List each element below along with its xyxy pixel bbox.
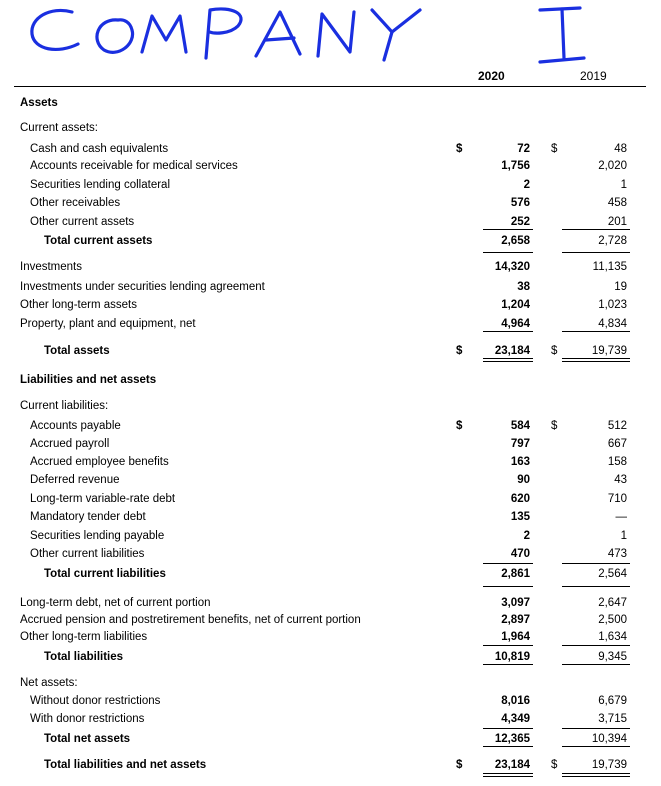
- value-2020: 2,897: [501, 614, 530, 626]
- value-2019: 458: [607, 197, 627, 209]
- total-rule: [483, 776, 533, 777]
- value-2020: 2: [523, 179, 530, 191]
- total-rule: [483, 586, 533, 587]
- table-row: [0, 597, 661, 613]
- row-label: Deferred revenue: [30, 474, 120, 486]
- total-rule: [562, 361, 630, 362]
- total-rule: [562, 773, 630, 774]
- currency-symbol-2020: $: [456, 143, 463, 155]
- table-row: [0, 143, 661, 159]
- row-label: Other current liabilities: [30, 548, 145, 560]
- row-label: Investments: [20, 261, 82, 273]
- column-header-2020: 2020: [478, 69, 505, 83]
- handwritten-title: [0, 0, 661, 70]
- total-rule: [562, 664, 630, 665]
- value-2019: 6,679: [598, 695, 627, 707]
- table-row: [0, 400, 661, 416]
- row-label: Accounts payable: [30, 420, 121, 432]
- table-row: [0, 511, 661, 527]
- handwritten-title-text: COMPANY 1: [0, 0, 6, 1]
- row-label: Accounts receivable for medical services: [30, 160, 238, 172]
- row-label: Accrued payroll: [30, 438, 110, 450]
- row-label: Assets: [20, 97, 58, 109]
- row-label: Current assets:: [20, 122, 98, 134]
- total-rule: [562, 728, 630, 729]
- table-row: [0, 530, 661, 546]
- value-2020: 3,097: [501, 597, 530, 609]
- value-2019: 473: [607, 548, 627, 560]
- table-row: [0, 160, 661, 176]
- currency-symbol-2019: $: [551, 420, 558, 432]
- table-row: [0, 374, 661, 390]
- table-row: [0, 281, 661, 297]
- table-row: [0, 456, 661, 472]
- total-rule: [483, 728, 533, 729]
- row-label: Current liabilities:: [20, 400, 109, 412]
- currency-symbol-2020: $: [456, 759, 463, 771]
- table-row: [0, 197, 661, 213]
- total-rule: [562, 331, 630, 332]
- value-2020: 620: [510, 493, 530, 505]
- row-label: Accrued employee benefits: [30, 456, 169, 468]
- value-2020: 797: [510, 438, 530, 450]
- table-row: [0, 261, 661, 277]
- value-2020: 4,349: [501, 713, 530, 725]
- value-2019: 4,834: [598, 318, 627, 330]
- row-label: Total liabilities and net assets: [44, 759, 207, 771]
- total-rule: [483, 773, 533, 774]
- value-2019: —: [615, 511, 627, 523]
- row-label: Other receivables: [30, 197, 121, 209]
- table-row: [0, 713, 661, 729]
- row-label: Total assets: [44, 345, 110, 357]
- row-label: Mandatory tender debt: [30, 511, 146, 523]
- total-rule: [562, 776, 630, 777]
- value-2020: 8,016: [501, 695, 530, 707]
- value-2020: 1,964: [501, 631, 530, 643]
- row-label: Securities lending payable: [30, 530, 165, 542]
- value-2019: 19,739: [591, 345, 627, 357]
- table-row: [0, 122, 661, 138]
- column-header-2019: 2019: [580, 69, 607, 83]
- table-row: [0, 568, 661, 584]
- table-row: [0, 420, 661, 436]
- currency-symbol-2019: $: [551, 143, 558, 155]
- row-label: Other current assets: [30, 216, 135, 228]
- currency-symbol-2019: $: [551, 345, 558, 357]
- row-label: Long-term debt, net of current portion: [20, 597, 211, 609]
- value-2019: 512: [607, 420, 627, 432]
- value-2019: 19,739: [591, 759, 627, 771]
- value-2020: 14,320: [494, 261, 530, 273]
- total-rule: [562, 252, 630, 253]
- value-2020: 4,964: [501, 318, 530, 330]
- value-2019: 2,564: [598, 568, 627, 580]
- value-2020: 12,365: [494, 733, 530, 745]
- row-label: Net assets:: [20, 677, 78, 689]
- value-2019: 158: [607, 456, 627, 468]
- value-2020: 2: [523, 530, 530, 542]
- total-rule: [483, 229, 533, 230]
- total-rule: [562, 586, 630, 587]
- value-2019: 2,500: [598, 614, 627, 626]
- value-2019: 2,647: [598, 597, 627, 609]
- value-2019: 667: [607, 438, 627, 450]
- value-2020: 23,184: [494, 345, 530, 357]
- table-row: [0, 614, 661, 630]
- total-rule: [562, 563, 630, 564]
- table-row: [0, 179, 661, 195]
- value-2020: 1,204: [501, 299, 530, 311]
- value-2019: 48: [614, 143, 627, 155]
- total-rule: [562, 358, 630, 359]
- table-row: [0, 299, 661, 315]
- value-2019: 43: [614, 474, 627, 486]
- table-row: [0, 548, 661, 564]
- value-2020: 1,756: [501, 160, 530, 172]
- total-rule: [562, 645, 630, 646]
- currency-symbol-2020: $: [456, 420, 463, 432]
- value-2020: 10,819: [494, 651, 530, 663]
- total-rule: [562, 229, 630, 230]
- row-label: Total liabilities: [44, 651, 124, 663]
- value-2020: 584: [510, 420, 530, 432]
- row-label: Cash and cash equivalents: [30, 143, 169, 155]
- table-row: [0, 235, 661, 251]
- value-2020: 2,658: [501, 235, 530, 247]
- total-rule: [483, 358, 533, 359]
- value-2019: 1: [620, 179, 627, 191]
- value-2019: 11,135: [592, 261, 627, 273]
- value-2019: 9,345: [598, 651, 627, 663]
- table-row: [0, 695, 661, 711]
- row-label: Property, plant and equipment, net: [20, 318, 196, 330]
- value-2020: 576: [510, 197, 530, 209]
- total-rule: [483, 331, 533, 332]
- value-2020: 252: [510, 216, 530, 228]
- value-2019: 2,728: [598, 235, 627, 247]
- row-label: Accrued pension and postretirement benefits, net of current portion: [20, 614, 361, 626]
- value-2020: 90: [517, 474, 530, 486]
- value-2020: 163: [510, 456, 530, 468]
- value-2020: 23,184: [494, 759, 530, 771]
- row-label: Securities lending collateral: [30, 179, 170, 191]
- total-rule: [483, 563, 533, 564]
- currency-symbol-2020: $: [456, 345, 463, 357]
- total-rule: [483, 664, 533, 665]
- value-2019: 10,394: [591, 733, 627, 745]
- row-label: With donor restrictions: [30, 713, 145, 725]
- currency-symbol-2019: $: [551, 759, 558, 771]
- row-label: Investments under securities lending agreement: [20, 281, 265, 293]
- row-label: Total current assets: [44, 235, 153, 247]
- table-row: [0, 438, 661, 454]
- total-rule: [483, 252, 533, 253]
- value-2019: 1: [620, 530, 627, 542]
- value-2019: 3,715: [598, 713, 627, 725]
- row-label: Other long-term assets: [20, 299, 137, 311]
- total-rule: [483, 361, 533, 362]
- total-rule: [483, 746, 533, 747]
- value-2019: 201: [607, 216, 627, 228]
- value-2019: 1,634: [598, 631, 627, 643]
- total-rule: [483, 645, 533, 646]
- value-2020: 470: [510, 548, 530, 560]
- total-rule: [562, 746, 630, 747]
- row-label: Other long-term liabilities: [20, 631, 148, 643]
- header-rule: [14, 86, 646, 87]
- value-2020: 135: [510, 511, 530, 523]
- value-2020: 38: [517, 281, 530, 293]
- value-2019: 2,020: [598, 160, 627, 172]
- value-2020: 2,861: [501, 568, 530, 580]
- table-row: [0, 493, 661, 509]
- row-label: Total net assets: [44, 733, 131, 745]
- value-2020: 72: [517, 143, 530, 155]
- table-row: [0, 677, 661, 693]
- table-row: [0, 97, 661, 113]
- value-2019: 19: [614, 281, 627, 293]
- row-label: Total current liabilities: [44, 568, 166, 580]
- table-row: [0, 474, 661, 490]
- row-label: Liabilities and net assets: [20, 374, 157, 386]
- value-2019: 710: [607, 493, 627, 505]
- row-label: Without donor restrictions: [30, 695, 161, 707]
- row-label: Long-term variable-rate debt: [30, 493, 176, 505]
- value-2019: 1,023: [598, 299, 627, 311]
